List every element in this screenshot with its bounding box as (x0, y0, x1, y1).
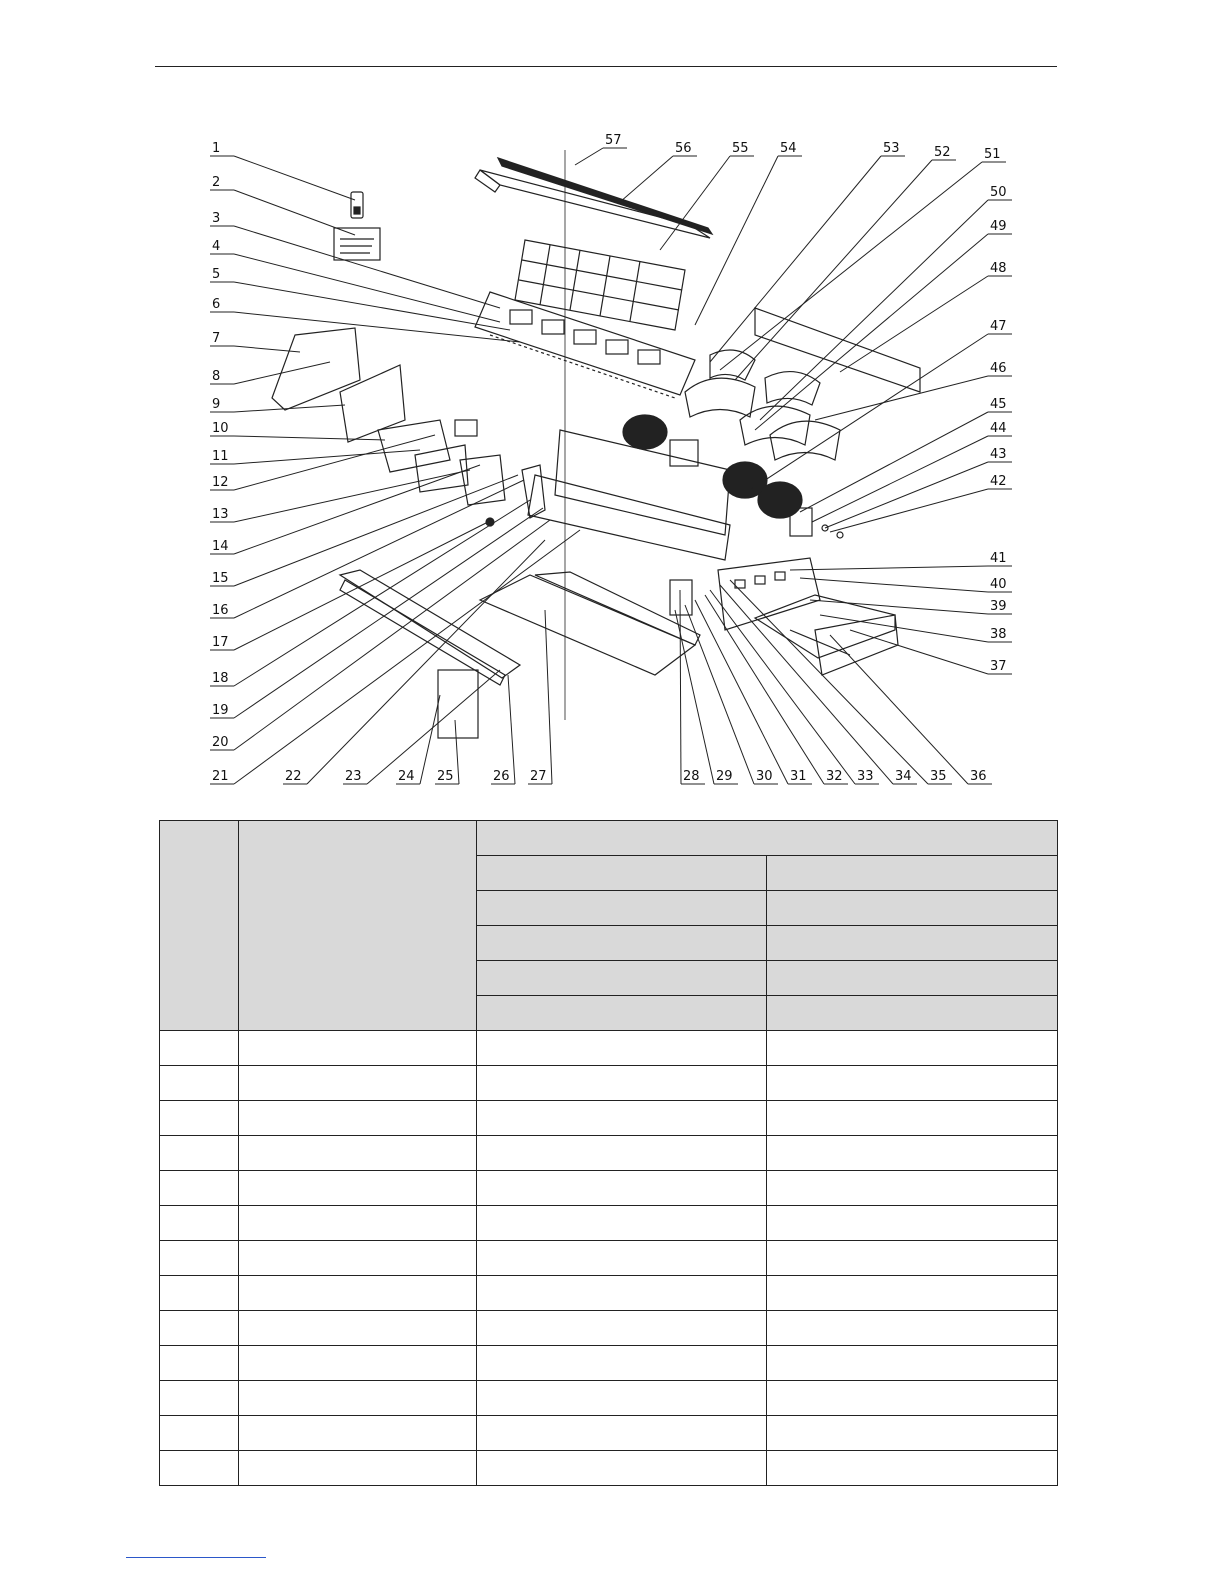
header-model-cell (767, 996, 1058, 1031)
table-cell (160, 1066, 239, 1101)
callout-leader-line (685, 605, 754, 784)
table-cell (160, 1136, 239, 1171)
table-cell (239, 1416, 477, 1451)
callout-label: 2 (212, 175, 221, 190)
callout-leader-line (575, 148, 603, 165)
callout-leader-line (620, 156, 673, 202)
callout-leader-line (234, 254, 500, 322)
table-cell (477, 1206, 767, 1241)
table-cell (239, 1206, 477, 1241)
fan-wheel (758, 482, 802, 518)
callout-leader-line (820, 615, 988, 642)
callout-leader-line (790, 566, 988, 570)
callout-label: 54 (780, 141, 797, 156)
header-model-cell (477, 856, 767, 891)
filter-screen (515, 240, 685, 330)
callout-label: 34 (895, 769, 912, 784)
table-cell (160, 1346, 239, 1381)
callout-label: 42 (990, 474, 1007, 489)
table-row (160, 1171, 1058, 1206)
callout-label: 21 (212, 769, 229, 784)
callout-leader-line (830, 489, 988, 532)
callout-leader-line (800, 578, 988, 592)
callout-label: 32 (826, 769, 843, 784)
callout-leader-line (680, 590, 681, 784)
callout-leader-line (234, 405, 345, 412)
callout-leader-line (234, 465, 480, 554)
table-row (160, 1346, 1058, 1381)
callout-label: 26 (493, 769, 510, 784)
callout-leader-line (840, 276, 988, 372)
drain-pan (340, 570, 520, 678)
table-row (160, 1066, 1058, 1101)
callout-label: 4 (212, 239, 221, 254)
callout-label: 9 (212, 397, 221, 412)
callout-leader-line (234, 362, 330, 384)
side-cover (378, 420, 450, 472)
callout-leader-line (815, 376, 988, 420)
table-cell (767, 1206, 1058, 1241)
callout-leader-line (830, 635, 968, 784)
callout-label: 29 (716, 769, 733, 784)
cross-flow-fan (623, 415, 667, 449)
callout-label: 36 (970, 769, 987, 784)
header-model-cell (477, 926, 767, 961)
callout-label: 53 (883, 141, 900, 156)
nameplate-card (334, 228, 380, 260)
callout-label: 23 (345, 769, 362, 784)
callout-leader-line (234, 226, 500, 308)
callout-label: 12 (212, 475, 229, 490)
table-row (160, 1136, 1058, 1171)
callout-leader-line (755, 234, 988, 430)
callout-label: 37 (990, 659, 1007, 674)
table-cell (477, 1136, 767, 1171)
callout-label: 45 (990, 397, 1007, 412)
callout-leader-line (545, 610, 552, 784)
callout-label: 48 (990, 261, 1007, 276)
callout-leader-line (810, 600, 988, 614)
callout-label: 27 (530, 769, 547, 784)
table-cell (477, 1451, 767, 1486)
callout-leader-line (234, 508, 543, 718)
table-header-row (160, 821, 1058, 856)
header-description-cell (239, 821, 477, 1031)
table-cell (767, 1241, 1058, 1276)
callout-label: 41 (990, 551, 1007, 566)
table-cell (767, 1346, 1058, 1381)
table-cell (767, 1451, 1058, 1486)
table-row (160, 1241, 1058, 1276)
callout-label: 52 (934, 145, 951, 160)
table-cell (767, 1136, 1058, 1171)
callout-label: 17 (212, 635, 229, 650)
table-cell (160, 1276, 239, 1311)
callout-label: 14 (212, 539, 229, 554)
table-cell (767, 1101, 1058, 1136)
table-cell (767, 1381, 1058, 1416)
table-cell (239, 1171, 477, 1206)
header-model-cell (767, 926, 1058, 961)
callout-label: 18 (212, 671, 229, 686)
callout-label: 7 (212, 331, 221, 346)
callout-leader-line (660, 156, 730, 250)
table-cell (477, 1066, 767, 1101)
callout-label: 44 (990, 421, 1007, 436)
table-cell (239, 1241, 477, 1276)
table-cell (160, 1241, 239, 1276)
callout-label: 47 (990, 319, 1007, 334)
table-cell (239, 1346, 477, 1381)
evaporator (528, 475, 730, 560)
callout-label: 46 (990, 361, 1007, 376)
callout-leader-line (234, 190, 355, 235)
rear-plate (755, 308, 920, 392)
left-side-frame (272, 328, 360, 410)
callout-label: 25 (437, 769, 454, 784)
callout-label: 10 (212, 421, 229, 436)
electric-box (438, 670, 478, 738)
control-box-bracket (670, 580, 692, 615)
callout-leader-line (234, 522, 488, 650)
callout-label: 5 (212, 267, 221, 282)
callout-label: 15 (212, 571, 229, 586)
callout-label: 8 (212, 369, 221, 384)
table-cell (477, 1346, 767, 1381)
callout-leader-line (234, 435, 435, 490)
table-cell (160, 1171, 239, 1206)
table-cell (239, 1101, 477, 1136)
callout-leader-line (234, 470, 470, 522)
callout-leader-line (760, 200, 988, 420)
table-cell (477, 1276, 767, 1311)
table-cell (767, 1276, 1058, 1311)
parts-table (159, 820, 1058, 1486)
callout-leader-line (508, 675, 515, 784)
table-row (160, 1276, 1058, 1311)
callout-leader-line (455, 720, 459, 784)
table-cell (239, 1136, 477, 1171)
callout-label: 43 (990, 447, 1007, 462)
callout-label: 55 (732, 141, 749, 156)
callout-label: 6 (212, 297, 221, 312)
header-model-cell (767, 891, 1058, 926)
callout-label: 16 (212, 603, 229, 618)
table-cell (477, 1171, 767, 1206)
callout-leader-line (367, 670, 500, 784)
callout-label: 33 (857, 769, 874, 784)
table-cell (767, 1416, 1058, 1451)
left-side-plate (340, 365, 405, 442)
callout-label: 31 (790, 769, 807, 784)
exploded-view-diagram (150, 130, 1060, 800)
motor-bracket-left (415, 445, 468, 492)
header-rule (155, 66, 1057, 67)
table-row (160, 1416, 1058, 1451)
table-cell (160, 1381, 239, 1416)
header-no-cell (160, 821, 239, 1031)
callout-leader-line (234, 520, 550, 750)
volute-lower (685, 378, 755, 417)
table-row (160, 1451, 1058, 1486)
table-row (160, 1311, 1058, 1346)
table-row (160, 1101, 1058, 1136)
table-cell (160, 1416, 239, 1451)
table-cell (239, 1066, 477, 1101)
table-cell (239, 1031, 477, 1066)
table-cell (239, 1451, 477, 1486)
callout-leader-line (695, 156, 778, 325)
exploded-view-svg (150, 130, 1060, 800)
callout-label: 51 (984, 147, 1001, 162)
header-model-cell (767, 961, 1058, 996)
table-cell (477, 1031, 767, 1066)
table-cell (477, 1416, 767, 1451)
table-cell (477, 1241, 767, 1276)
table-cell (477, 1101, 767, 1136)
callout-label: 1 (212, 141, 221, 156)
table-cell (160, 1101, 239, 1136)
callout-label: 28 (683, 769, 700, 784)
callout-leader-line (234, 530, 580, 784)
callout-leader-line (234, 480, 524, 618)
callout-label: 35 (930, 769, 947, 784)
table-cell (239, 1381, 477, 1416)
callout-label: 49 (990, 219, 1007, 234)
callout-leader-line (825, 462, 988, 528)
callout-leader-line (234, 450, 420, 464)
header-model-cell (477, 961, 767, 996)
header-model-cell (767, 856, 1058, 891)
callout-label: 11 (212, 449, 229, 464)
callout-label: 57 (605, 133, 622, 148)
connector-box (455, 420, 477, 436)
callout-label: 22 (285, 769, 302, 784)
table-cell (477, 1381, 767, 1416)
callout-leader-line (695, 600, 788, 784)
table-cell (767, 1311, 1058, 1346)
table-cell (767, 1031, 1058, 1066)
callout-label: 30 (756, 769, 773, 784)
callout-label: 39 (990, 599, 1007, 614)
callout-label: 56 (675, 141, 692, 156)
table-cell (160, 1311, 239, 1346)
table-cell (160, 1206, 239, 1241)
evaporator-end (522, 465, 545, 518)
callout-leader-line (735, 160, 932, 380)
right-side-cover (755, 595, 895, 658)
table-cell (239, 1311, 477, 1346)
callout-leader-line (234, 156, 355, 200)
callout-leader-line (720, 585, 893, 784)
table-cell (239, 1276, 477, 1311)
callout-label: 13 (212, 507, 229, 522)
table-cell (160, 1451, 239, 1486)
front-panel (480, 170, 710, 238)
callout-label: 38 (990, 627, 1007, 642)
callout-label: 50 (990, 185, 1007, 200)
callout-label: 40 (990, 577, 1007, 592)
callout-label: 24 (398, 769, 415, 784)
header-model-cell (477, 891, 767, 926)
control-panel (718, 558, 820, 630)
table-row (160, 1031, 1058, 1066)
callout-label: 3 (212, 211, 221, 226)
callout-leader-line (710, 156, 881, 362)
table-cell (477, 1311, 767, 1346)
callout-leader-line (750, 334, 988, 490)
table-cell (767, 1066, 1058, 1101)
fan-motor (670, 440, 698, 466)
callout-leader-line (812, 436, 988, 522)
callout-leader-line (850, 630, 988, 674)
table-row (160, 1381, 1058, 1416)
footer-link-rule (126, 1557, 266, 1558)
header-model-cell (477, 996, 767, 1031)
callout-label: 19 (212, 703, 229, 718)
table-cell (160, 1031, 239, 1066)
header-models-cell (477, 821, 1058, 856)
table-row (160, 1206, 1058, 1241)
table-cell (767, 1171, 1058, 1206)
callout-leader-line (234, 475, 518, 586)
callout-label: 20 (212, 735, 229, 750)
